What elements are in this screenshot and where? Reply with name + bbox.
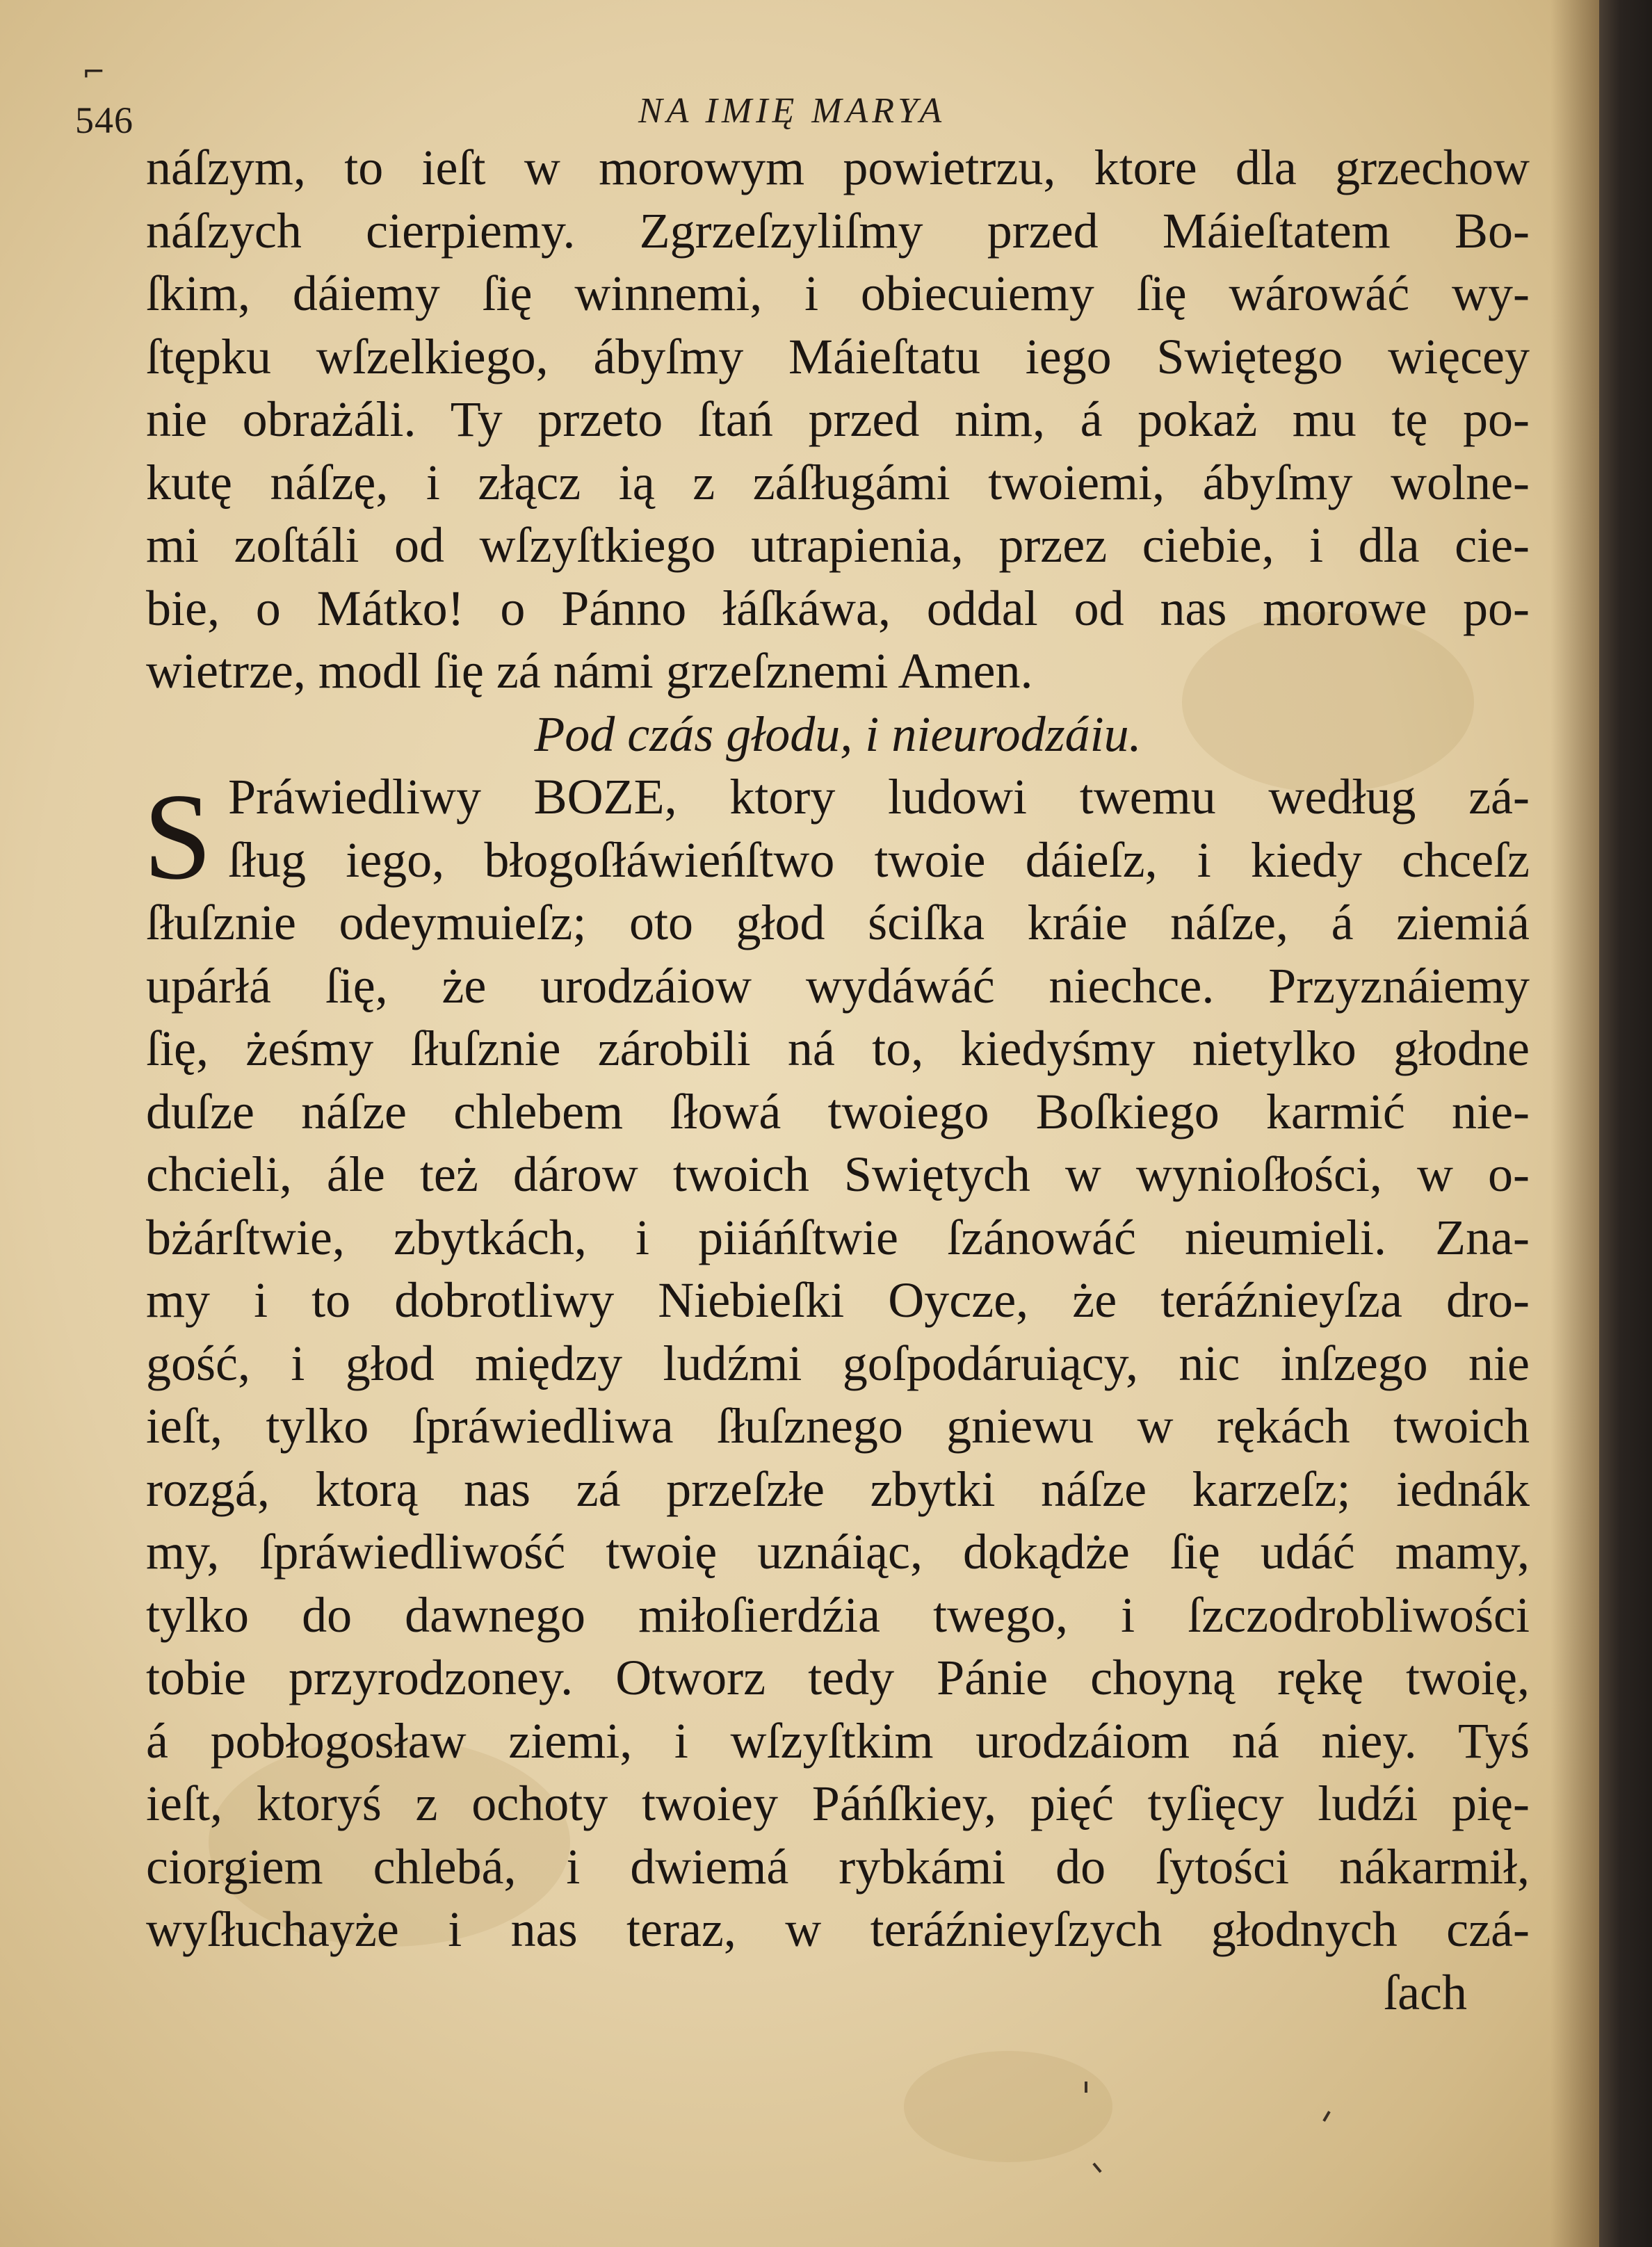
text-line: ſię, żeśmy ſłuſznie zárobili ná to, kiedyśmy nietylko głodne [146, 1021, 1530, 1076]
ink-mark: ⌐ [82, 56, 106, 88]
text-line: náſzych cierpiemy. Zgrzeſzyliſmy przed Máieſtatem Bo- [146, 202, 1530, 259]
text-line: wyſłuchayże i nas teraz, w teráźnieyſzych głodnych czá- [146, 1901, 1530, 1957]
page-header [75, 82, 1507, 141]
text-line: gość, i głod między ludźmi goſpodáruiący, nic inſzego nie [146, 1335, 1530, 1391]
ink-speck [1092, 2163, 1101, 2173]
text-line: my, ſpráwiedliwość twoię uznáiąc, dokądże ſię udáć mamy, [146, 1524, 1530, 1580]
text-line: my i to dobrotliwy Niebieſki Oycze, że teráźnieyſza dro- [146, 1272, 1530, 1328]
section-heading: Pod czás głodu, i nieurodzáiu. [534, 706, 1142, 762]
text-line: ſług iego, błogoſłáwieńſtwo twoie dáieſz, i kiedy chceſz [228, 832, 1530, 888]
text-line: ſkim, dáiemy ſię winnemi, i obiecuiemy ſię wárowáć wy- [146, 266, 1530, 321]
running-title: NA IMIĘ MARYA [638, 91, 946, 131]
paper-stain [904, 2051, 1112, 2162]
ink-speck [1322, 2111, 1330, 2122]
text-line: náſzym, to ieſt w morowym powietrzu, ktore dla grzechow [146, 140, 1530, 195]
text-line: mi zoſtáli od wſzyſtkiego utrapienia, przez ciebie, i dla cie- [146, 517, 1530, 573]
text-line: á pobłogosław ziemi, i wſzyſtkim urodzáiom ná niey. Tyś [146, 1712, 1530, 1769]
text-line: nie obrażáli. Ty przeto ſtań przed nim, á pokaż mu tę po- [146, 391, 1530, 447]
text-line: ſtępku wſzelkiego, ábyſmy Máieſtatu iego Swiętego więcey [146, 328, 1530, 384]
text-line: kutę náſzę, i złącz ią z záſługámi twoiemi, ábyſmy wolne- [146, 454, 1530, 510]
text-line: rozgá, ktorą nas zá przeſzłe zbytki náſze karzeſz; iednák [146, 1461, 1530, 1517]
drop-capital: S [143, 768, 212, 905]
text-line: ieſt, tylko ſpráwiedliwa ſłuſznego gniewu w rękách twoich [146, 1398, 1530, 1454]
book-gutter [1599, 0, 1652, 2247]
body-text [146, 136, 1530, 2024]
text-line: upárłá ſię, że urodzáiow wydáwáć niechce. Przyznáiemy [146, 957, 1530, 1014]
text-line: bżárſtwie, zbytkách, i piiáńſtwie ſzánowáć nieumieli. Zna- [146, 1209, 1530, 1265]
text-line: tobie przyrodzoney. Otworz tedy Pánie choyną rękę twoię, [146, 1650, 1530, 1705]
catchword: ſach [1384, 1964, 1467, 2020]
text-line: ieſt, ktoryś z ochoty twoiey Páńſkiey, pięć tyſięcy ludźi pię- [146, 1776, 1530, 1831]
text-line: bie, o Mátko! o Pánno łáſkáwa, oddal od nas morowe po- [146, 580, 1530, 636]
text-line: ſłuſznie odeymuieſz; oto głod ściſka kráie náſze, á ziemiá [146, 895, 1530, 950]
ink-speck [1085, 2082, 1087, 2093]
text-line: chcieli, ále też dárow twoich Swiętych w wynioſłości, w o- [146, 1146, 1530, 1202]
page-number: 546 [75, 99, 133, 141]
text-line: tylko do dawnego miłoſierdźia twego, i ſzczodrobliwości [146, 1587, 1530, 1643]
text-line: duſze náſze chlebem ſłowá twoiego Boſkiego karmić nie- [146, 1083, 1530, 1139]
text-line: wietrze, modl ſię zá námi grzeſznemi Amen. [146, 643, 1033, 699]
text-line: ciorgiem chlebá, i dwiemá rybkámi do ſytości nákarmił, [146, 1838, 1530, 1895]
text-line: Práwiedliwy BOZE, ktory ludowi twemu według zá- [228, 769, 1530, 825]
